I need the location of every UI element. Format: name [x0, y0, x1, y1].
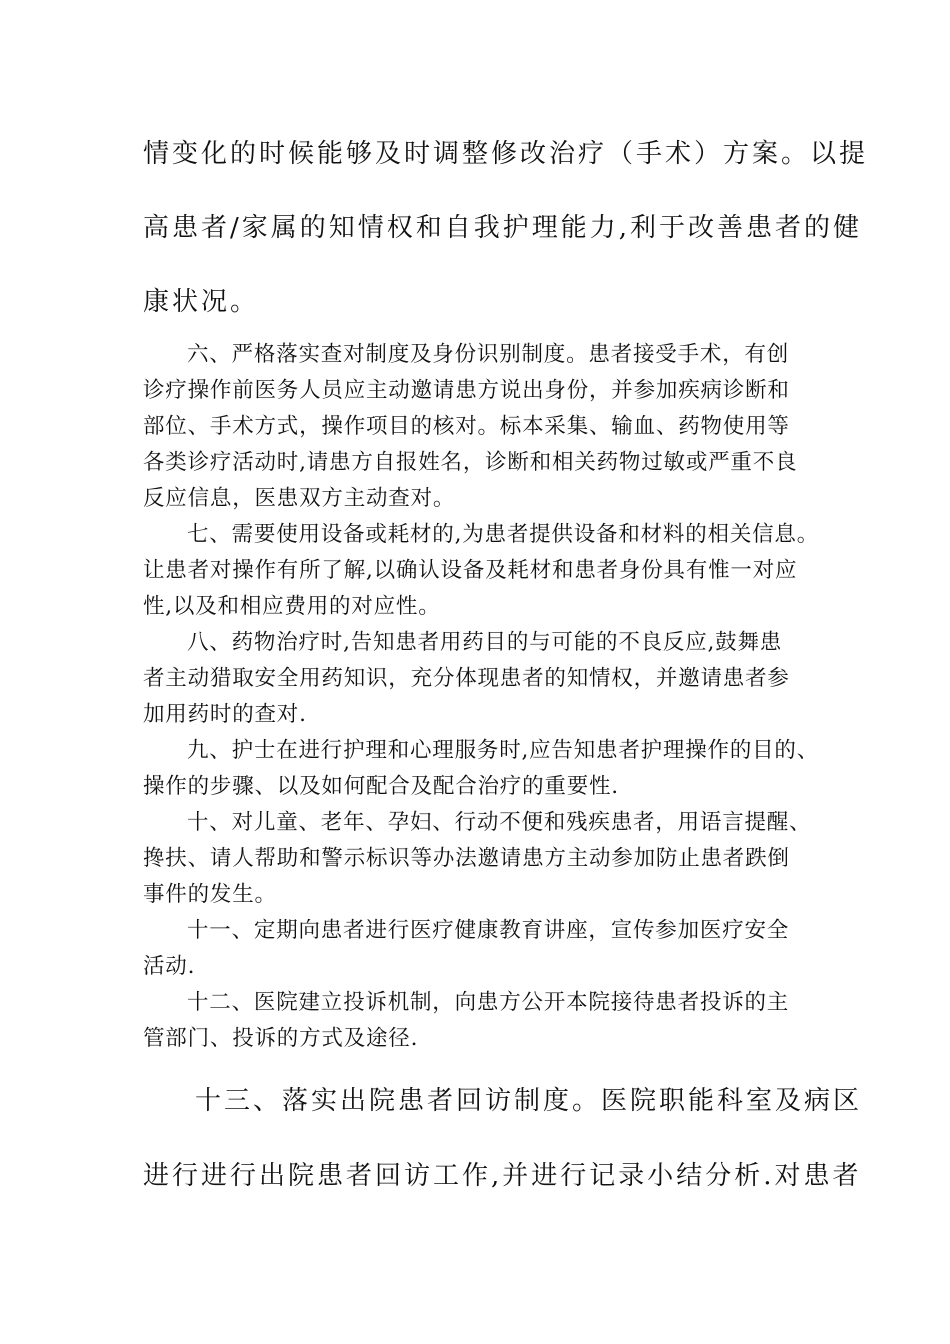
- paragraph-line: 性,以及和相应费用的对应性。: [143, 594, 441, 619]
- paragraph-line: 管部门、投诉的方式及途径.: [143, 1026, 419, 1051]
- paragraph-line: 者主动猎取安全用药知识，充分体现患者的知情权，并邀请患者参: [143, 666, 790, 691]
- paragraph-line: 十、对儿童、老年、孕妇、行动不便和残疾患者，用语言提醒、: [187, 810, 812, 835]
- paragraph-line: 七、需要使用设备或耗材的,为患者提供设备和材料的相关信息。: [187, 522, 820, 547]
- paragraph-line: 情变化的时候能够及时调整修改治疗（手术）方案。以提: [143, 139, 869, 169]
- paragraph-line: 操作的步骤、以及如何配合及配合治疗的重要性.: [143, 774, 619, 799]
- paragraph-line: 事件的发生。: [143, 882, 277, 907]
- paragraph-line: 各类诊疗活动时,请患方自报姓名，诊断和相关药物过敏或严重不良: [143, 450, 798, 475]
- paragraph-line: 反应信息，医患双方主动查对。: [143, 486, 456, 511]
- paragraph-line: 高患者/家属的知情权和自我护理能力,利于改善患者的健: [143, 213, 863, 243]
- paragraph-line: 九、护士在进行护理和心理服务时,应告知患者护理操作的目的、: [187, 738, 820, 763]
- paragraph-line: 六、严格落实查对制度及身份识别制度。患者接受手术，有创: [187, 342, 790, 367]
- paragraph-line: 八、药物治疗时,告知患者用药目的与可能的不良反应,鼓舞患: [187, 630, 783, 655]
- paragraph-line: 搀扶、请人帮助和警示标识等办法邀请患方主动参加防止患者跌倒: [143, 846, 790, 871]
- paragraph-line: 十二、医院建立投诉机制，向患方公开本院接待患者投诉的主: [187, 990, 790, 1015]
- paragraph-line: 诊疗操作前医务人员应主动邀请患方说出身份，并参加疾病诊断和: [143, 378, 790, 403]
- paragraph-line: 康状况。: [143, 287, 260, 317]
- paragraph-line: 十一、定期向患者进行医疗健康教育讲座，宣传参加医疗安全: [187, 918, 790, 943]
- paragraph-line: 加用药时的查对.: [143, 702, 307, 727]
- paragraph-line: 十三、落实出院患者回访制度。医院职能科室及病区: [195, 1086, 863, 1116]
- paragraph-line: 让患者对操作有所了解,以确认设备及耗材和患者身份具有惟一对应: [143, 558, 798, 583]
- paragraph-line: 活动.: [143, 954, 196, 979]
- paragraph-line: 进行进行出院患者回访工作,并进行记录小结分析.对患者: [143, 1161, 862, 1191]
- paragraph-line: 部位、手术方式，操作项目的核对。标本采集、输血、药物使用等: [143, 414, 790, 439]
